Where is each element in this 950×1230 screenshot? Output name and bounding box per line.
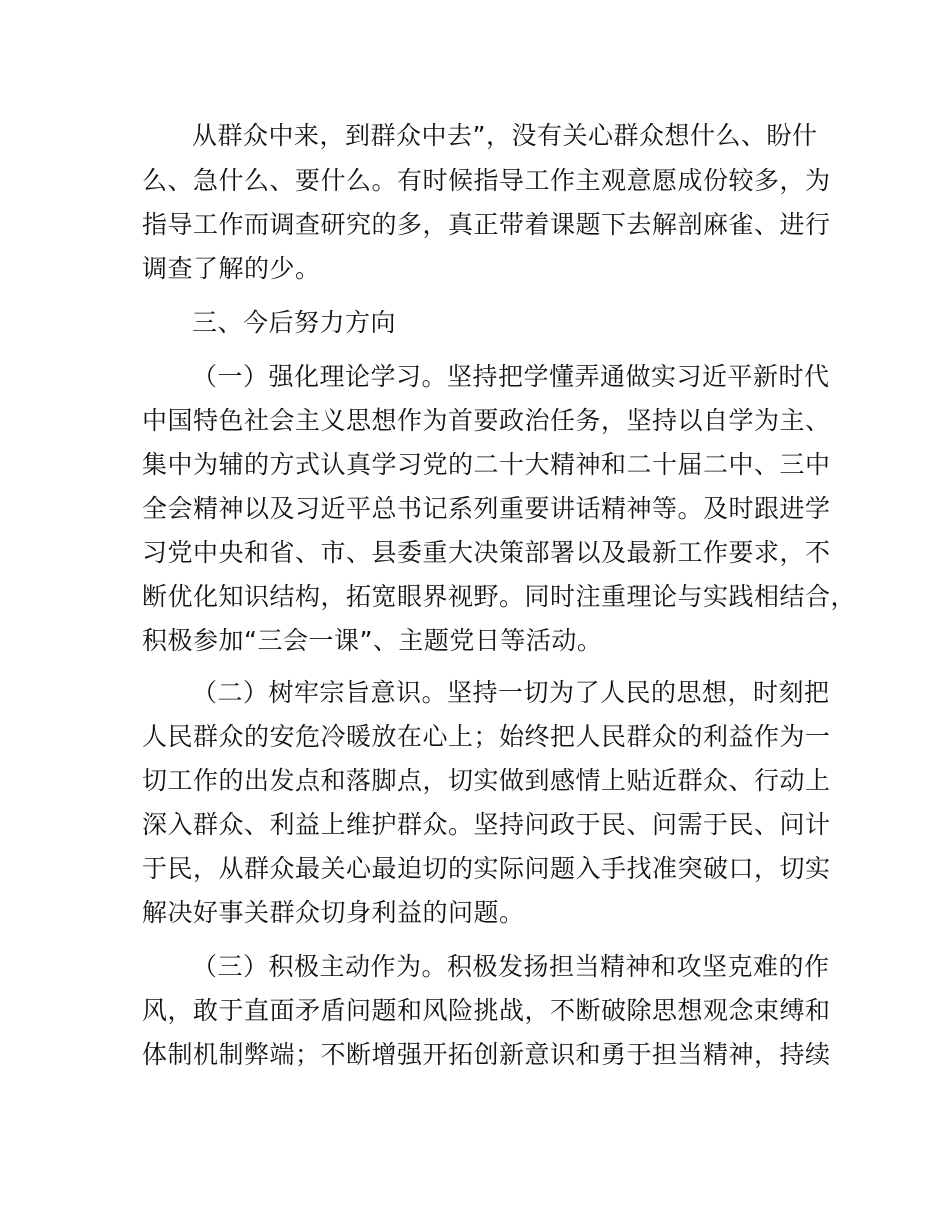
text-line: 于民，从群众最关心最迫切的实际问题入手找准突破口，切实 (142, 854, 831, 883)
text-line: 积极参加“三会一课”、主题党日等活动。 (142, 626, 603, 655)
text-line: 人民群众的安危冷暖放在心上；始终把人民群众的利益作为一 (142, 722, 831, 751)
text-line: 指导工作而调查研究的多，真正带着课题下去解剖麻雀、进行 (142, 210, 831, 239)
text-line: （一）强化理论学习。坚持把学懂弄通做实习近平新时代 (192, 362, 830, 391)
text-line: 集中为辅的方式认真学习党的二十大精神和二十届二中、三中 (142, 450, 831, 479)
text-line: （三）积极主动作为。积极发扬担当精神和攻坚克难的作 (192, 952, 830, 981)
text-line: 中国特色社会主义思想作为首要政治任务，坚持以自学为主、 (142, 406, 831, 435)
text-line: 深入群众、利益上维护群众。坚持问政于民、问需于民、问计 (142, 810, 831, 839)
text-line: （二）树牢宗旨意识。坚持一切为了人民的思想，时刻把 (192, 678, 830, 707)
text-line: 体制机制弊端；不断增强开拓创新意识和勇于担当精神，持续 (142, 1040, 831, 1069)
section-heading: 三、今后努力方向 (192, 308, 397, 337)
text-line: 全会精神以及习近平总书记系列重要讲话精神等。及时跟进学 (142, 494, 831, 523)
text-line: 解决好事关群众切身利益的问题。 (142, 898, 525, 927)
text-line: 切工作的出发点和落脚点，切实做到感情上贴近群众、行动上 (142, 766, 831, 795)
text-line: 习党中央和省、市、县委重大决策部署以及最新工作要求，不 (142, 538, 831, 567)
text-line: 从群众中来，到群众中去”，没有关心群众想什么、盼什 (192, 121, 818, 150)
text-line: 么、急什么、要什么。有时候指导工作主观意愿成份较多，为 (142, 166, 831, 195)
text-line: 风，敢于直面矛盾问题和风险挑战，不断破除思想观念束缚和 (142, 996, 831, 1025)
text-line: 调查了解的少。 (142, 254, 321, 283)
text-line: 断优化知识结构，拓宽眼界视野。同时注重理论与实践相结合， (142, 582, 857, 611)
